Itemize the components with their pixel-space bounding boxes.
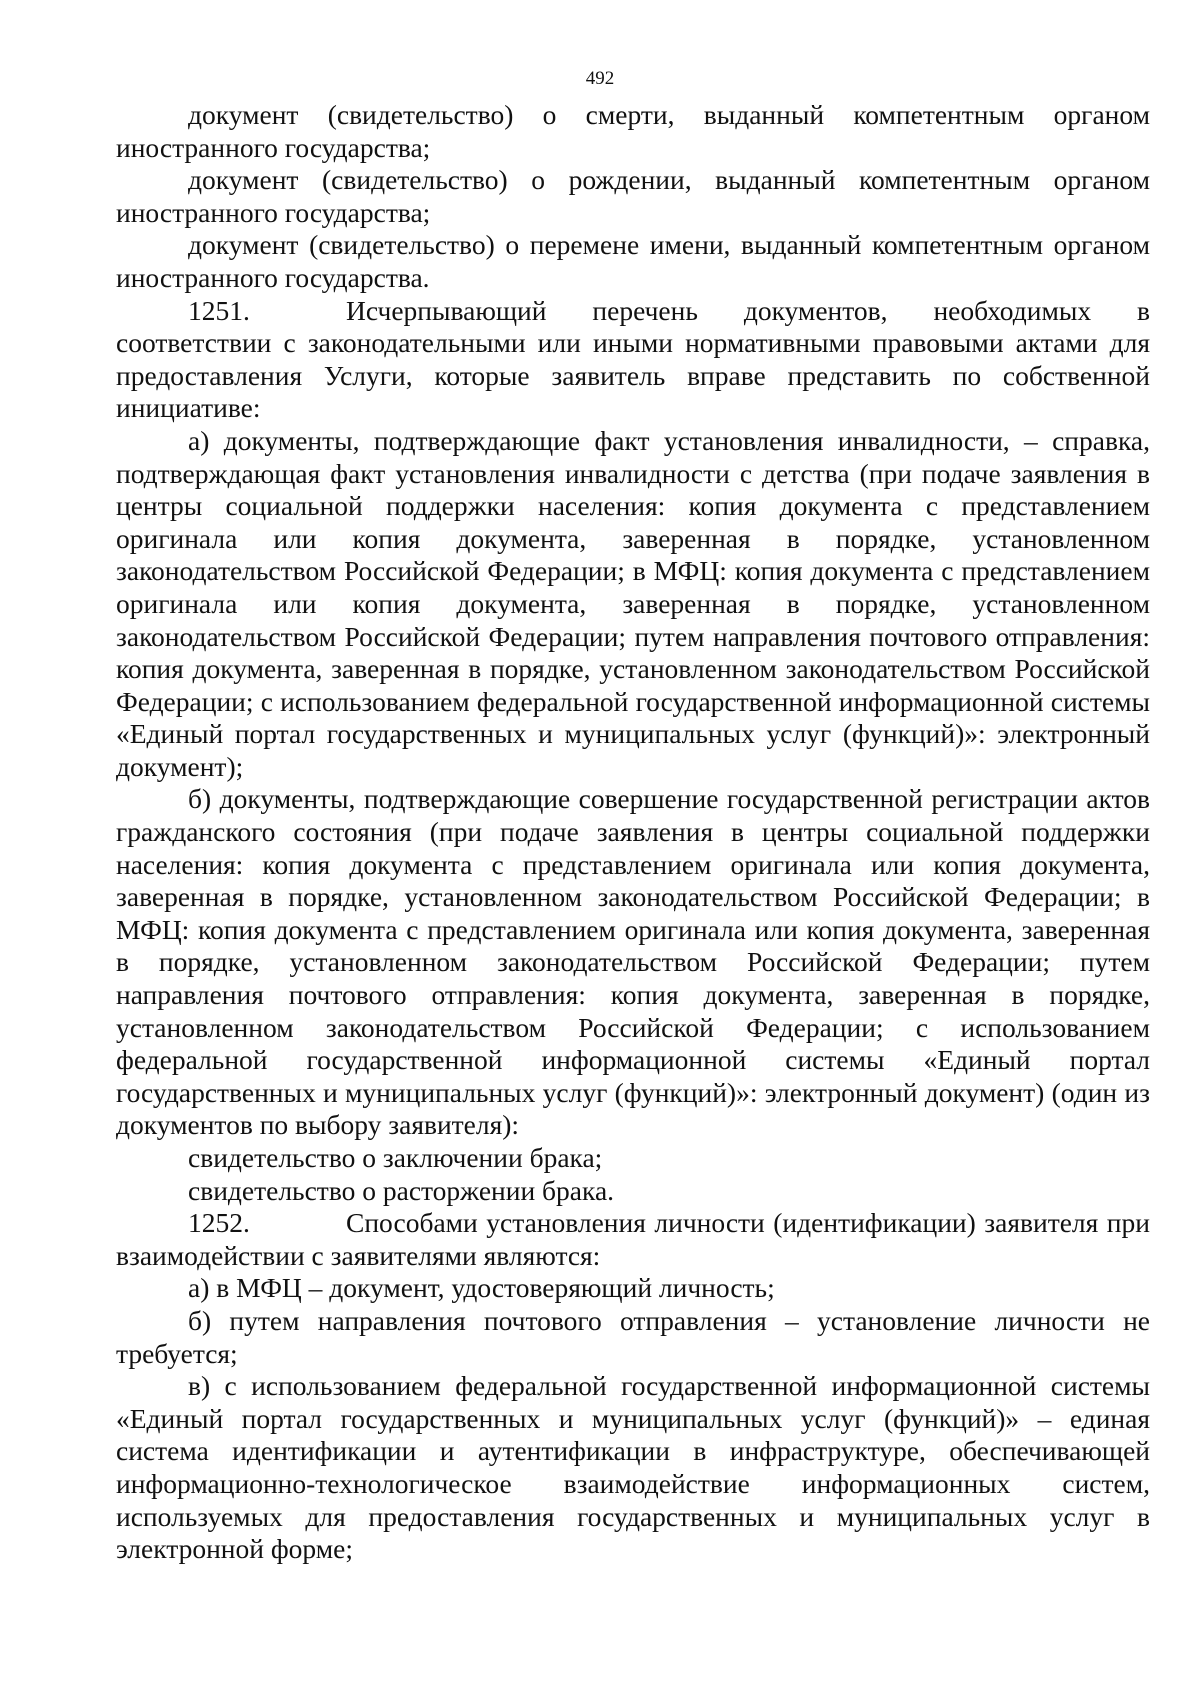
numbered-paragraph-1251	[116, 295, 1150, 425]
paragraph: а) документы, подтверждающие факт установления инвалидности, – справка, подтверждающая факт установления инвалидности с детства (при подаче заявления в центры социальной поддержки населения: копия документа с представлением оригинала или копия документа, заверенная в порядке, установленном законодательством Российской Федерации; в МФЦ: копия документа с представлением оригинала или копия документа, заверенная в порядке, установленном законодательством Российской Федерации; путем направления почтового отправления: копия документа, заверенная в порядке, установленном законодательством Российской Федерации; с использованием федеральной государственной информационной системы «Единый портал государственных и муниципальных услуг (функций)»: электронный документ);	[116, 424, 1150, 782]
numbered-paragraph-1252	[116, 1207, 1150, 1272]
paragraph: в) с использованием федеральной государственной информационной системы «Единый портал государственных и муниципальных услуг (функций)» – единая система идентификации и аутентификации в инфраструктуре, обеспечивающей информационно-технологическое взаимодействие информационных систем, используемых для предоставления государственных и муниципальных услуг в электронной форме;	[116, 1370, 1150, 1565]
paragraph-number: 1252.	[188, 1207, 250, 1239]
paragraph: документ (свидетельство) о перемене имени, выданный компетентным органом иностранного государства.	[116, 229, 1150, 293]
paragraph-text: Исчерпывающий перечень документов, необходимых в соответствии с законодательными или иными нормативными правовыми актами для предоставления Услуги, которые заявитель вправе представить по собственной инициативе:	[116, 294, 1150, 424]
paragraph: свидетельство о расторжении брака.	[188, 1174, 615, 1206]
paragraph-text: Способами установления личности (идентификации) заявителя при взаимодействии с заявителями являются:	[116, 1207, 1150, 1271]
page-number: 492	[585, 68, 615, 89]
document-body	[116, 99, 1150, 1566]
paragraph: документ (свидетельство) о рождении, выданный компетентным органом иностранного государства;	[116, 164, 1150, 228]
paragraph-number: 1251.	[188, 294, 250, 326]
paragraph: а) в МФЦ – документ, удостоверяющий личность;	[188, 1272, 775, 1304]
paragraph: б) документы, подтверждающие совершение государственной регистрации актов гражданского состояния (при подаче заявления в центры социальной поддержки населения: копия документа с представлением оригинала или копия документа, заверенная в порядке, установленном законодательством Российской Федерации; в МФЦ: копия документа с представлением оригинала или копия документа, заверенная в порядке, установленном законодательством Российской Федерации; путем направления почтового отправления: копия документа, заверенная в порядке, установленном законодательством Российской Федерации; с использованием федеральной государственной информационной системы «Единый портал государственных и муниципальных услуг (функций)»: электронный документ) (один из документов по выбору заявителя):	[116, 783, 1150, 1141]
paragraph: документ (свидетельство) о смерти, выданный компетентным органом иностранного государства;	[116, 99, 1150, 163]
paragraph: б) путем направления почтового отправления – установление личности не требуется;	[116, 1304, 1150, 1369]
paragraph: свидетельство о заключении брака;	[188, 1142, 603, 1173]
